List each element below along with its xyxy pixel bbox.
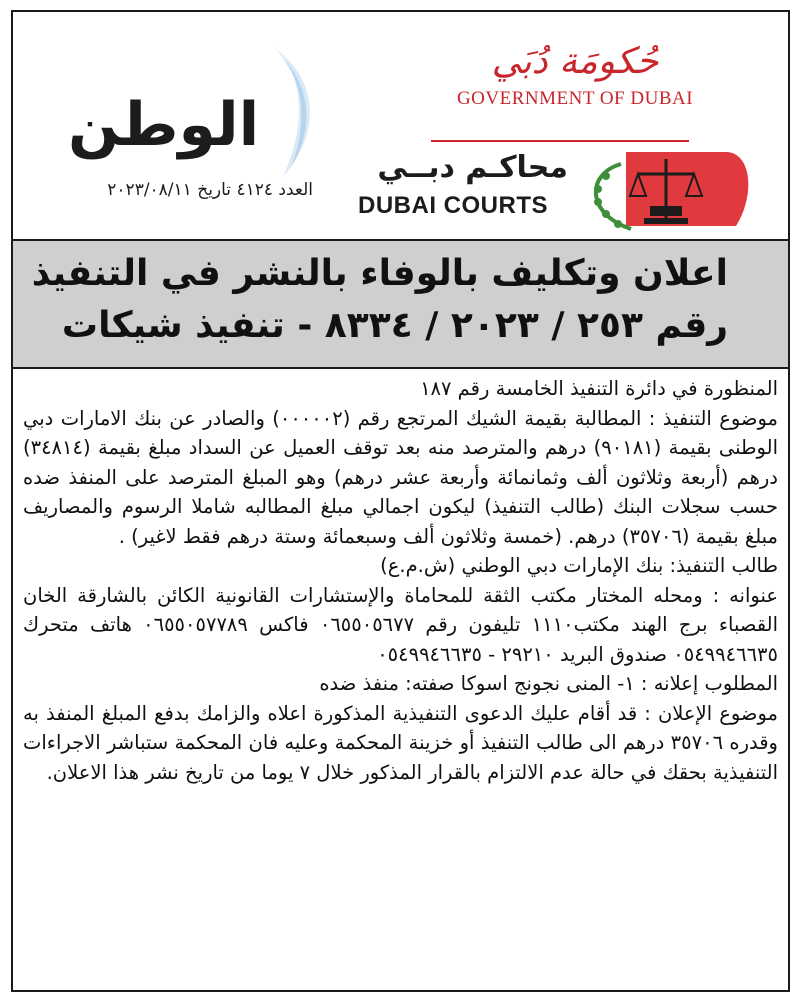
paragraph-respondent: المطلوب إعلانه : ١- المنى نجونج اسوكا صفته: منفذ ضده: [319, 672, 778, 695]
title-line-1: اعلان وتكليف بالوفاء بالنشر في التنفيذ: [31, 253, 728, 294]
al-watan-swoosh-logo: [263, 42, 323, 182]
issue-line: العدد ٤١٢٤ تاريخ ٢٠٢٣/٠٨/١١: [107, 180, 313, 200]
advertisement-frame: [11, 10, 790, 992]
newspaper-name: الوطن: [68, 90, 260, 160]
government-rule: [431, 140, 689, 142]
paragraph-execution-subject: موضوع التنفيذ : المطالبة بقيمة الشيك المرتجع رقم (٠٠٠٠٠٢) والصادر عن بنك الامارات دبي الوطنى بقيمة (٩٠١٨١) درهم والمترصد منه بعد توقف العميل عن السداد مبلغ بقيمة (٣٤٨١٤) درهم (أربعة وثلاثون ألف وثمانمائة وأربعة عشر درهم) وهو المبلغ المترصد على المنفذ ضده حسب سجلات البنك (طالب التنفيذ) ليكون اجمالي مبلغ المطالبه شاملا الرسوم والمصاريف مبلغ بقيمة (٣٥٧٠٦) درهم. (خمسة وثلاثون ألف وسبعمائة وستة درهم فقط لاغير) .: [23, 406, 778, 548]
courts-arabic: محاكـم دبــي: [377, 150, 568, 185]
announcement-body: [23, 374, 778, 787]
courts-english: DUBAI COURTS: [358, 192, 548, 219]
paragraph-address: عنوانه : ومحله المختار مكتب الثقة للمحاماة والإستشارات القانونية الكائن بالشارقة الخان القصباء برج الهند مكتب١١١٠ تليفون رقم ٠٦٥٥٠٥٦٧٧ فاكس ٠٦٥٥٠٥٧٧٨٩ هاتف متحرك ٠٥٤٩٩٤٦٦٣٥ صندوق البريد ٢٩٢١٠ - ٠٥٤٩٩٤٦٦٣٥: [23, 583, 779, 666]
title-line-2: رقم ٢٥٣ / ٢٠٢٣ / ٨٣٣٤ - تنفيذ شيكات: [61, 305, 728, 346]
dubai-courts-emblem: [576, 144, 756, 234]
government-of-dubai-logo: [455, 42, 695, 110]
paragraph-claimant: طالب التنفيذ: بنك الإمارات دبي الوطني (ش.م.ع): [380, 554, 778, 577]
government-arabic: حُكومَة دُبَي: [491, 41, 659, 82]
title-band: [13, 239, 788, 369]
paragraph-court-circuit: المنظورة في دائرة التنفيذ الخامسة رقم ١٨٧: [420, 377, 778, 400]
paragraph-notice-subject: موضوع الإعلان : قد أقام عليك الدعوى التنفيذية المذكورة اعلاه والزامك بدفع المبلغ المنفذ به وقدره ٣٥٧٠٦ درهم الى طالب التنفيذ أو خزينة المحكمة وعليه فان المحكمة ستباشر الاجراءات التنفيذية بحقك في حالة عدم الالتزام بالقرار المذكور خلال ٧ يوما من تاريخ نشر هذا الاعلان.: [23, 701, 778, 784]
government-english: GOVERNMENT OF DUBAI: [456, 87, 694, 109]
masthead: [13, 12, 788, 239]
